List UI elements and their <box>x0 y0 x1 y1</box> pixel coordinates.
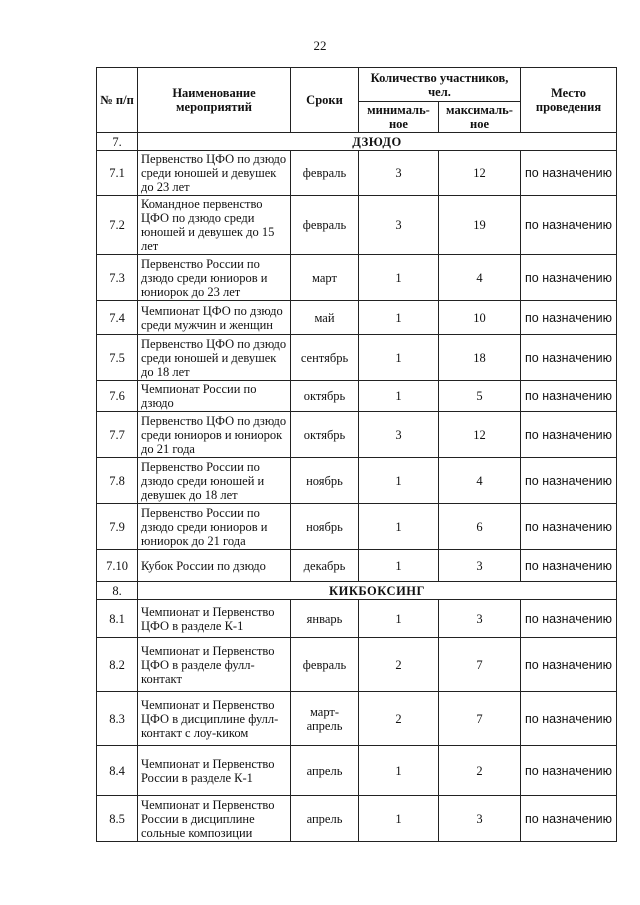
section-title: КИКБОКСИНГ <box>138 582 617 600</box>
participants-max: 7 <box>439 692 521 746</box>
participants-max: 3 <box>439 550 521 582</box>
participants-min: 3 <box>359 412 439 458</box>
event-name: Чемпионат и Первенство России в разделе К-1 <box>138 746 291 796</box>
event-place: по назначению <box>521 600 617 638</box>
event-place: по назначению <box>521 335 617 381</box>
event-name: Первенство ЦФО по дзюдо среди юношей и девушек до 23 лет <box>138 151 291 196</box>
event-term: октябрь <box>291 412 359 458</box>
event-place: по назначению <box>521 638 617 692</box>
event-place: по назначению <box>521 381 617 412</box>
header-min: минималь-ное <box>359 102 439 133</box>
event-name: Первенство России по дзюдо среди юношей и девушек до 18 лет <box>138 458 291 504</box>
table-row <box>97 796 617 842</box>
event-number: 7.5 <box>97 335 138 381</box>
header-num: № п/п <box>97 68 138 133</box>
event-number: 8.2 <box>97 638 138 692</box>
participants-max: 12 <box>439 151 521 196</box>
event-term: февраль <box>291 638 359 692</box>
participants-min: 1 <box>359 301 439 335</box>
participants-min: 1 <box>359 746 439 796</box>
event-term: ноябрь <box>291 504 359 550</box>
event-term: сентябрь <box>291 335 359 381</box>
table-row <box>97 638 617 692</box>
event-place: по назначению <box>521 504 617 550</box>
event-number: 8.4 <box>97 746 138 796</box>
event-place: по назначению <box>521 151 617 196</box>
header-count: Количество участников, чел. <box>359 68 521 102</box>
participants-max: 19 <box>439 196 521 255</box>
participants-max: 18 <box>439 335 521 381</box>
event-term: октябрь <box>291 381 359 412</box>
participants-min: 1 <box>359 504 439 550</box>
table-row <box>97 255 617 301</box>
event-place: по назначению <box>521 412 617 458</box>
section-number: 8. <box>97 582 138 600</box>
event-term: ноябрь <box>291 458 359 504</box>
participants-min: 1 <box>359 796 439 842</box>
event-name: Кубок России по дзюдо <box>138 550 291 582</box>
event-term: февраль <box>291 196 359 255</box>
participants-max: 5 <box>439 381 521 412</box>
event-place: по назначению <box>521 196 617 255</box>
event-name: Командное первенство ЦФО по дзюдо среди юношей и девушек до 15 лет <box>138 196 291 255</box>
event-place: по назначению <box>521 458 617 504</box>
event-term: март-апрель <box>291 692 359 746</box>
event-term: май <box>291 301 359 335</box>
event-place: по назначению <box>521 746 617 796</box>
event-place: по назначению <box>521 255 617 301</box>
participants-max: 4 <box>439 458 521 504</box>
participants-min: 1 <box>359 335 439 381</box>
event-place: по назначению <box>521 796 617 842</box>
event-number: 7.1 <box>97 151 138 196</box>
participants-min: 1 <box>359 550 439 582</box>
event-name: Первенство ЦФО по дзюдо среди юниоров и юниорок до 21 года <box>138 412 291 458</box>
event-name: Первенство ЦФО по дзюдо среди юношей и девушек до 18 лет <box>138 335 291 381</box>
event-term: февраль <box>291 151 359 196</box>
event-name: Чемпионат и Первенство ЦФО в дисциплине фулл-контакт с лоу-киком <box>138 692 291 746</box>
event-term: январь <box>291 600 359 638</box>
event-place: по назначению <box>521 692 617 746</box>
event-name: Чемпионат ЦФО по дзюдо среди мужчин и женщин <box>138 301 291 335</box>
event-name: Первенство России по дзюдо среди юниоров и юниорок до 23 лет <box>138 255 291 301</box>
table-row <box>97 412 617 458</box>
table-row <box>97 301 617 335</box>
event-number: 7.4 <box>97 301 138 335</box>
section-number: 7. <box>97 133 138 151</box>
table-row <box>97 746 617 796</box>
table-row <box>97 381 617 412</box>
table-row <box>97 458 617 504</box>
participants-min: 3 <box>359 151 439 196</box>
event-number: 7.7 <box>97 412 138 458</box>
event-place: по назначению <box>521 550 617 582</box>
table-row <box>97 151 617 196</box>
table-row <box>97 692 617 746</box>
event-name: Первенство России по дзюдо среди юниоров и юниорок до 21 года <box>138 504 291 550</box>
participants-max: 7 <box>439 638 521 692</box>
table-row <box>97 550 617 582</box>
table-row <box>97 196 617 255</box>
header-name: Наименование мероприятий <box>138 68 291 133</box>
event-number: 7.6 <box>97 381 138 412</box>
header-max: максималь-ное <box>439 102 521 133</box>
participants-max: 2 <box>439 746 521 796</box>
event-number: 7.3 <box>97 255 138 301</box>
table-row <box>97 600 617 638</box>
participants-max: 4 <box>439 255 521 301</box>
event-number: 8.5 <box>97 796 138 842</box>
event-term: апрель <box>291 796 359 842</box>
participants-min: 1 <box>359 458 439 504</box>
event-number: 7.10 <box>97 550 138 582</box>
event-number: 7.8 <box>97 458 138 504</box>
participants-max: 10 <box>439 301 521 335</box>
table-row <box>97 504 617 550</box>
events-table <box>96 67 617 842</box>
participants-min: 1 <box>359 600 439 638</box>
event-term: март <box>291 255 359 301</box>
participants-max: 12 <box>439 412 521 458</box>
table-row <box>97 335 617 381</box>
event-name: Чемпионат и Первенство ЦФО в разделе фулл-контакт <box>138 638 291 692</box>
participants-min: 1 <box>359 381 439 412</box>
event-name: Чемпионат России по дзюдо <box>138 381 291 412</box>
section-row <box>97 133 617 151</box>
event-name: Чемпионат и Первенство ЦФО в разделе К-1 <box>138 600 291 638</box>
section-title: ДЗЮДО <box>138 133 617 151</box>
header-term: Сроки <box>291 68 359 133</box>
participants-min: 3 <box>359 196 439 255</box>
event-number: 7.2 <box>97 196 138 255</box>
participants-max: 3 <box>439 600 521 638</box>
participants-min: 2 <box>359 638 439 692</box>
participants-max: 6 <box>439 504 521 550</box>
participants-min: 2 <box>359 692 439 746</box>
event-term: апрель <box>291 746 359 796</box>
header-place: Место проведения <box>521 68 617 133</box>
event-number: 7.9 <box>97 504 138 550</box>
participants-max: 3 <box>439 796 521 842</box>
section-row <box>97 582 617 600</box>
event-term: декабрь <box>291 550 359 582</box>
event-place: по назначению <box>521 301 617 335</box>
event-name: Чемпионат и Первенство России в дисциплине сольные композиции <box>138 796 291 842</box>
page-number: 22 <box>313 38 327 53</box>
event-number: 8.1 <box>97 600 138 638</box>
participants-min: 1 <box>359 255 439 301</box>
event-number: 8.3 <box>97 692 138 746</box>
